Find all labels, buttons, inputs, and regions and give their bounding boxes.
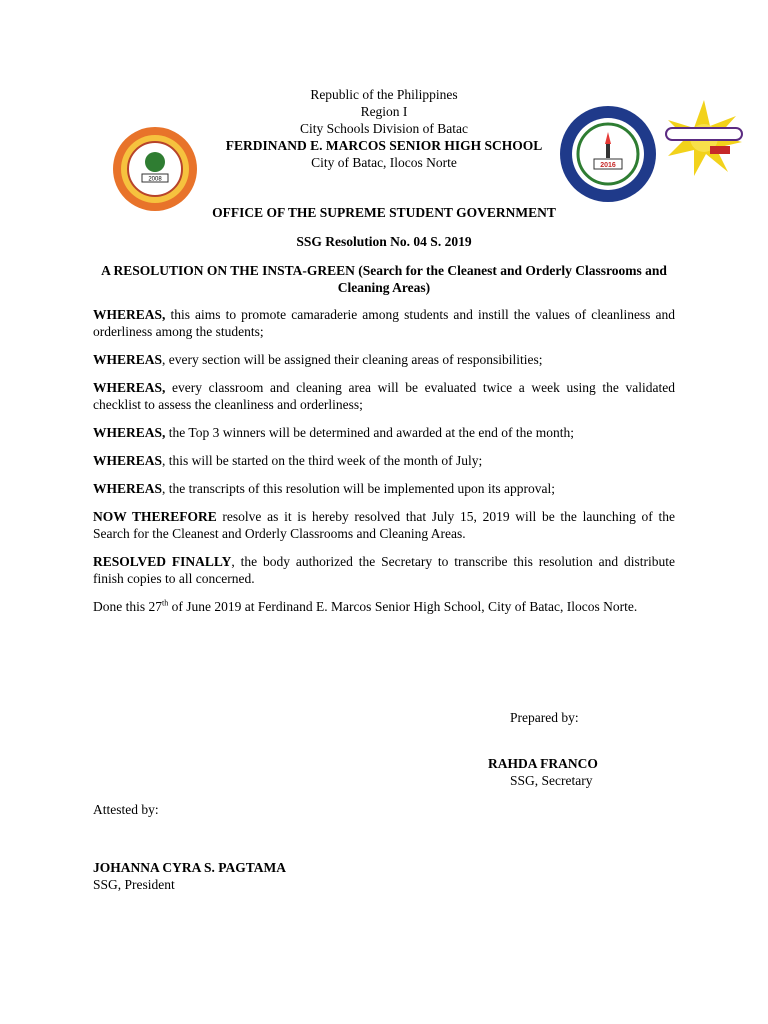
done-line: Done this 27th of June 2019 at Ferdinand E. Marcos Senior High School, City of Batac, Ilocos Norte. xyxy=(93,598,638,614)
mid-seal-year: 2016 xyxy=(600,162,616,169)
school-name: FERDINAND E. MARCOS SENIOR HIGH SCHOOL xyxy=(225,138,543,153)
clause-now-therefore: NOW THEREFORE resolve as it is hereby resolved that July 15, 2019 will be the launching of the Search for the Cleanest and Orderly Classrooms and Cleaning Areas. xyxy=(93,509,676,541)
clause-6: WHEREAS, the transcripts of this resolution will be implemented upon its approval; xyxy=(93,481,555,496)
attested-by-label: Attested by: xyxy=(93,802,159,817)
secretary-title: SSG, Secretary xyxy=(510,773,593,788)
prepared-by-label: Prepared by: xyxy=(510,710,579,725)
clause-3: WHEREAS, every classroom and cleaning area will be evaluated twice a week using the validated checklist to assess the cleanliness and orderliness; xyxy=(93,380,675,412)
resolution-title: A RESOLUTION ON THE INSTA-GREEN (Search for the Cleanest and Orderly Classrooms and Cleaning Areas) xyxy=(101,263,667,295)
clause-4: WHEREAS, the Top 3 winners will be determined and awarded at the end of the month; xyxy=(93,425,574,440)
ssg-sun-logo-icon xyxy=(664,98,744,178)
president-title: SSG, President xyxy=(93,877,175,892)
resolution-body xyxy=(93,306,675,626)
division-line: City Schools Division of Batac xyxy=(300,121,468,136)
clause-resolved-finally: RESOLVED FINALLY, the body authorized the Secretary to transcribe this resolution and distribute finish copies to all concerned. xyxy=(93,554,675,586)
clause-2: WHEREAS, every section will be assigned their cleaning areas of responsibilities; xyxy=(93,352,543,367)
city-line: City of Batac, Ilocos Norte xyxy=(311,155,457,170)
clause-5: WHEREAS, this will be started on the third week of the month of July; xyxy=(93,453,483,468)
secretary-name: RAHDA FRANCO xyxy=(488,756,598,771)
clause-1: WHEREAS, this aims to promote camaraderie among students and instill the values of cleanliness and orderliness among the students; xyxy=(93,307,675,339)
fems-hs-seal-icon xyxy=(558,104,658,204)
letterhead xyxy=(0,86,768,196)
president-name: JOHANNA CYRA S. PAGTAMA xyxy=(93,860,287,875)
left-seal-year: 2008 xyxy=(148,176,162,183)
office-heading: OFFICE OF THE SUPREME STUDENT GOVERNMENT xyxy=(212,205,556,220)
region-line: Region I xyxy=(360,104,408,119)
letterhead-text xyxy=(180,86,588,171)
republic-line: Republic of the Philippines xyxy=(310,87,458,102)
resolution-number: SSG Resolution No. 04 S. 2019 xyxy=(296,234,472,249)
